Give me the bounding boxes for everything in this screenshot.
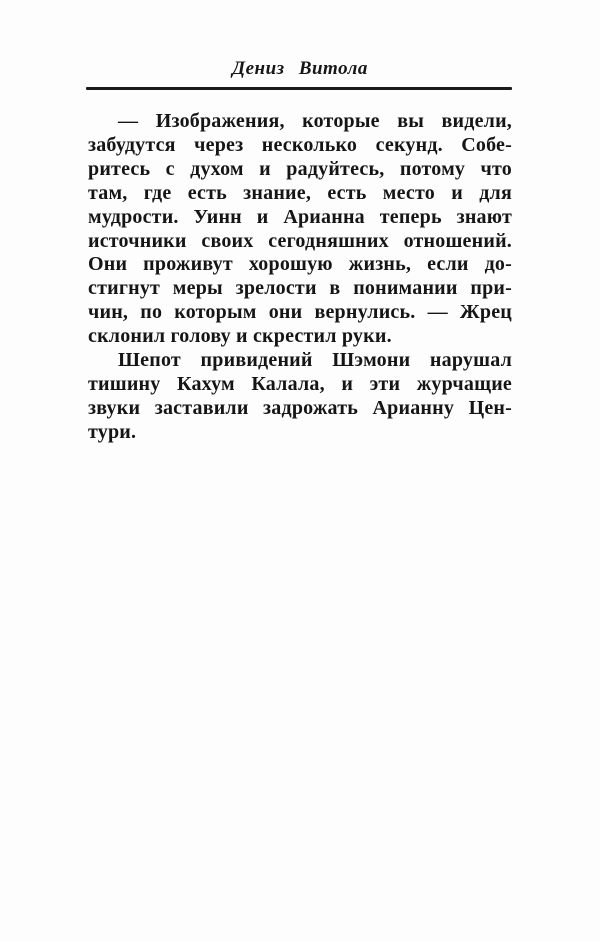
text-line: Они проживут хорошую жизнь, если до-	[88, 253, 512, 276]
text-line: — Изображения, которые вы видели,	[118, 110, 512, 132]
body-text	[88, 110, 512, 445]
text-line: тури.	[88, 420, 137, 443]
text-line: забудутся через несколько секунд. Собе-	[88, 133, 512, 156]
text-line: стигнут меры зрелости в понимании при-	[88, 277, 512, 300]
header-rule	[86, 87, 512, 90]
text-line: склонил голову и скрестил руки.	[88, 325, 392, 348]
text-line: звуки заставили задрожать Арианну Цен-	[88, 396, 512, 419]
page-header-author: Дениз Витола	[232, 58, 368, 79]
text-line: мудрости. Уинн и Арианна теперь знают	[88, 205, 512, 228]
text-line: тишину Кахум Калала, и эти журчащие	[88, 372, 512, 395]
text-line: там, где есть знание, есть место и для	[88, 181, 512, 204]
text-line: источники своих сегодняшних отношений.	[88, 229, 512, 252]
text-line: чин, по которым они вернулись. — Жрец	[88, 301, 512, 324]
text-line: ритесь с духом и радуйтесь, потому что	[88, 157, 512, 180]
text-line: Шепот привидений Шэмони нарушал	[118, 349, 512, 372]
